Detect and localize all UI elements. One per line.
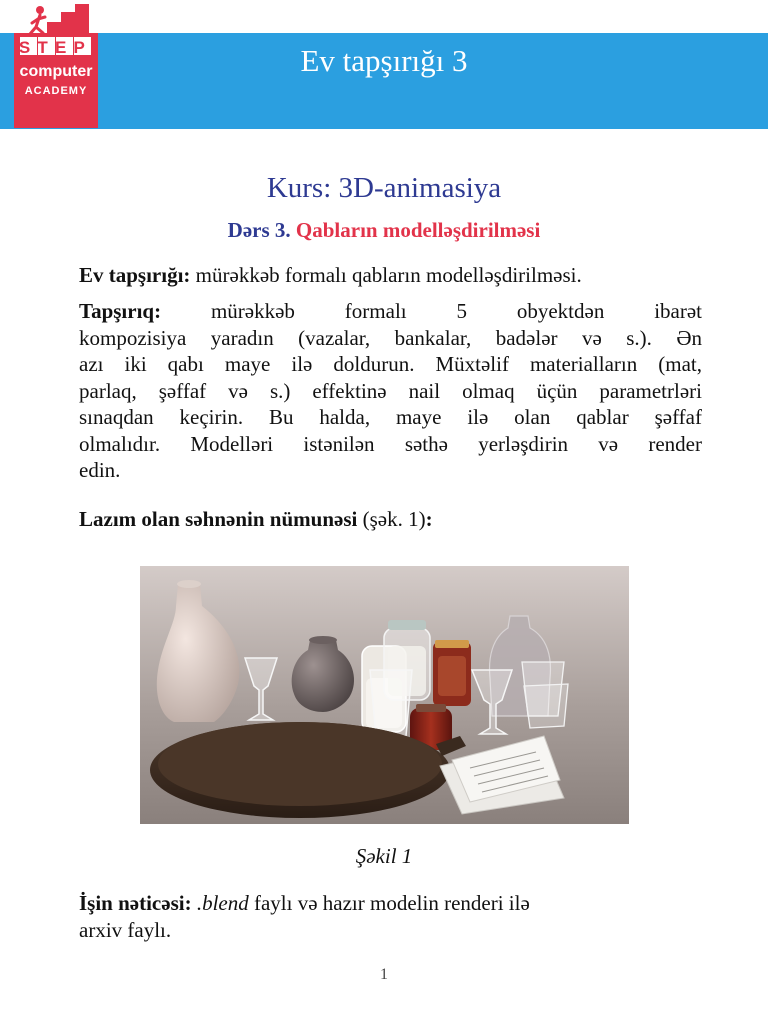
task-line: parlaq, şəffaf və s.) effektinə nail olmaq üçün parametrləri — [79, 378, 702, 403]
scene-heading: Lazım olan səhnənin nümunəsi (şək. 1): — [79, 507, 433, 531]
homework-text: mürəkkəb formalı qabların modelləşdirilməsi. — [190, 263, 582, 287]
lesson-heading — [0, 216, 768, 244]
task-label: Tapşırıq: — [79, 299, 162, 323]
homework-paragraph — [79, 262, 702, 289]
figure-caption: Şəkil 1 — [355, 844, 413, 868]
result-file-extension: .blend — [191, 891, 249, 915]
lesson-topic: Qabların modelləşdirilməsi — [295, 218, 541, 242]
task-line: olmalıdır. Modelləri istənilən səthə yerləşdirin və render — [79, 431, 702, 456]
course-title: Kurs: 3D-animasiya — [266, 172, 502, 204]
scene-render-image — [140, 566, 629, 824]
scene-figure-ref: (şək. 1) — [357, 507, 426, 531]
task-line: edin. — [79, 458, 121, 482]
page-number: 1 — [380, 966, 388, 983]
logo-step-text: STEP — [18, 38, 93, 57]
homework-label: Ev tapşırığı: — [79, 263, 191, 287]
page-title: Ev tapşırığı 3 — [300, 43, 468, 78]
logo-computer-text: computer — [19, 63, 93, 80]
logo-academy-text: ACADEMY — [24, 85, 88, 97]
result-paragraph: İşin nəticəsi: .blend faylı və hazır modelin renderi ilə arxiv faylı. — [79, 891, 530, 942]
result-label: İşin nəticəsi: — [79, 891, 192, 915]
task-line: kompozisiya yaradın (vazalar, bankalar, badələr və s.). Ən — [79, 325, 702, 350]
task-line: sınaqdan keçirin. Bu halda, maye ilə olan qablar şəffaf — [79, 405, 702, 429]
task-line: azı iki qabı maye ilə doldurun. Müxtəlif materialların (mat, — [79, 352, 702, 376]
task-paragraph — [79, 298, 702, 484]
lesson-number: Dərs 3. — [227, 218, 291, 242]
scene-label: Lazım olan səhnənin nümunəsi — [79, 507, 358, 531]
task-line: Tapşırıq: mürəkkəb formalı 5 obyektdən ibarət — [79, 299, 702, 323]
